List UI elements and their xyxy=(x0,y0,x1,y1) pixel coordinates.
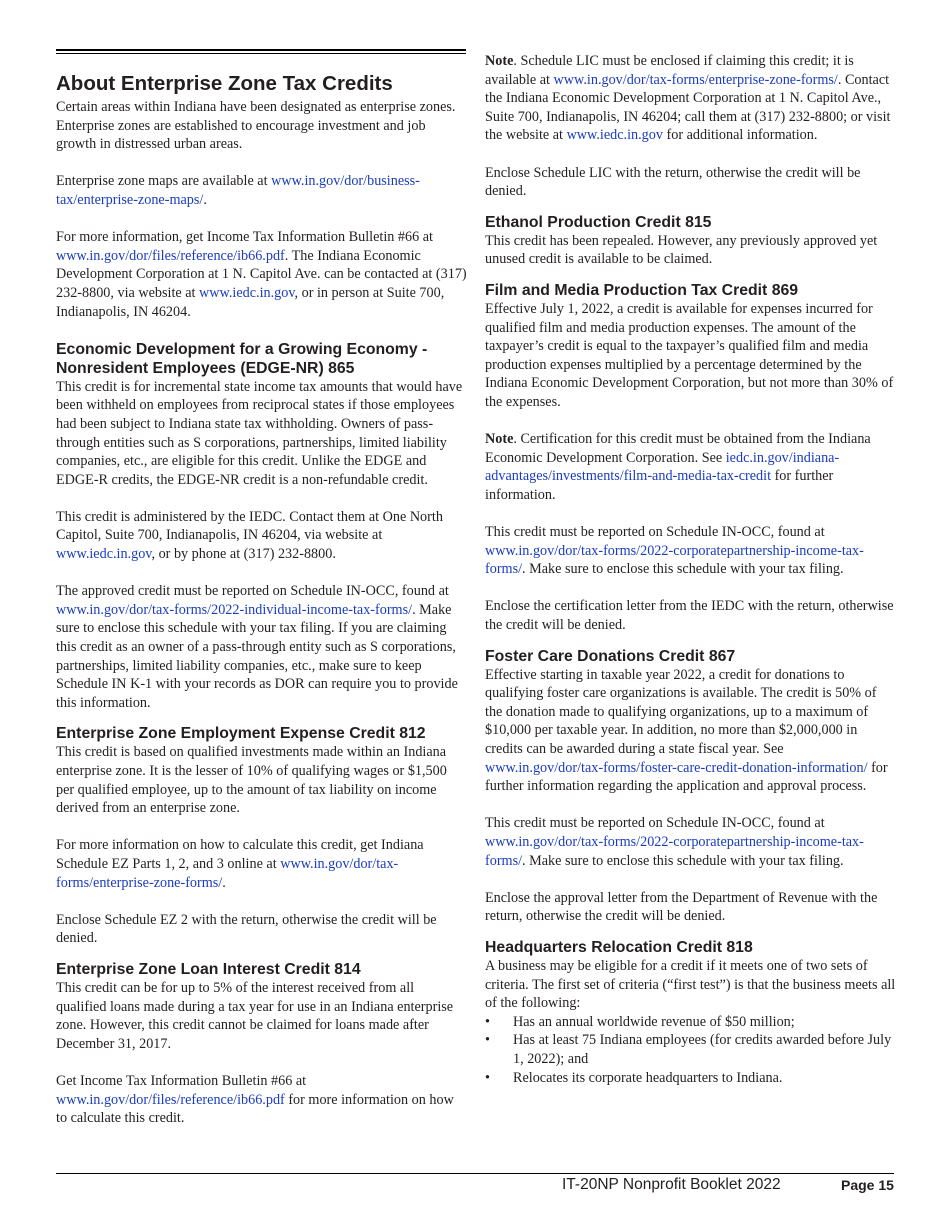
section-title-foster-care: Foster Care Donations Credit 867 xyxy=(485,647,736,665)
text: for more information on how to calculate this credit. xyxy=(56,1091,454,1127)
paragraph xyxy=(485,430,897,504)
film-media-credit-link[interactable]: iedc.in.gov/indiana-advantages/investments/film-and-media-tax-credit xyxy=(485,449,840,485)
text: A business may be eligible for a credit if it meets one of two sets of criteria. The first set of criteria (“first test”) is that the business meets all of the following: xyxy=(485,957,896,1012)
text: This credit is administered by the IEDC. Contact them at One North Capitol, Suite 700, Indianapolis, IN 46204, via website at xyxy=(56,508,443,544)
paragraph xyxy=(485,300,897,412)
text: . Certification for this credit must be obtained from the Indiana Economic Development Corporation. See xyxy=(485,431,871,466)
text: This credit must be reported on Schedule IN-OCC, found at xyxy=(485,815,825,832)
text: Effective starting in taxable year 2022, a credit for donations to qualifying foster care organizations is available. The credit is 50% of the donation made to qualifying organizations, up to a maximum of $10,000 per taxable year. In addition, no more than $2,000,000 in credits can be awarded during a state fiscal year. See xyxy=(485,666,877,757)
text: , or by phone at (317) 232-8800. xyxy=(151,546,336,563)
paragraph xyxy=(56,228,467,321)
paragraph xyxy=(485,597,897,634)
text: . Contact the Indiana Economic Development Corporation at 1 N. Capitol Ave., Suite 700, Indianapolis, IN 46204; call them at (317) 232-8800; or visit the website at xyxy=(485,71,891,144)
paragraph xyxy=(485,666,897,796)
footer-rule xyxy=(56,1173,894,1174)
text: Enterprise zone maps are available at xyxy=(56,173,272,190)
paragraph xyxy=(485,889,897,926)
section-title-enterprise-zone: About Enterprise Zone Tax Credits xyxy=(56,72,393,95)
foster-care-info-link[interactable]: www.in.gov/dor/tax-forms/foster-care-credit-donation-information/ xyxy=(485,759,868,776)
text: Get Income Tax Information Bulletin #66 at xyxy=(56,1072,307,1089)
paragraph xyxy=(56,98,467,154)
text: Enclose the approval letter from the Department of Revenue with the return, otherwise the credit will be denied. xyxy=(485,889,878,925)
paragraph xyxy=(485,52,897,145)
page-number: Page 15 xyxy=(841,1177,894,1193)
list-item: • Has at least 75 Indiana employees (for credits awarded before July 1, 2022); and xyxy=(485,1031,897,1068)
text: Certain areas within Indiana have been designated as enterprise zones. Enterprise zones are established to encourage investment and job growth in distressed urban areas. xyxy=(56,99,456,153)
ib66-link[interactable]: www.in.gov/dor/files/reference/ib66.pdf xyxy=(56,247,285,264)
text: For more information on how to calculate this credit, get Indiana Schedule EZ Parts 1, 2, and 3 online at xyxy=(56,837,424,872)
section-title-film-media: Film and Media Production Tax Credit 869 xyxy=(485,281,799,299)
section-title-hq-relocation: Headquarters Relocation Credit 818 xyxy=(485,938,753,956)
text: This credit can be for up to 5% of the interest received from all qualified loans made during a tax year for use in an Indiana enterprise zone. However, this credit cannot be claimed for loans made after December 31, 2017. xyxy=(56,979,454,1052)
paragraph xyxy=(56,582,467,712)
section-title-ez-loan-interest: Enterprise Zone Loan Interest Credit 814 xyxy=(56,960,361,978)
note-label: Note xyxy=(485,53,514,69)
text: This credit is based on qualified investments made within an Indiana enterprise zone. It is the lesser of 10% of qualifying wages or $1,500 per qualified employee, up to the amount of tax liability on income derived from an enterprise zone. xyxy=(56,744,447,817)
paragraph xyxy=(485,957,897,1013)
paragraph xyxy=(485,164,897,201)
text: . Schedule LIC must be enclosed if claiming this credit; it is available at xyxy=(485,53,854,88)
text: Enclose Schedule LIC with the return, otherwise the credit will be denied. xyxy=(485,164,861,200)
ib66-link[interactable]: www.in.gov/dor/files/reference/ib66.pdf xyxy=(56,1091,285,1108)
paragraph xyxy=(485,523,897,579)
paragraph xyxy=(56,836,467,892)
text: The approved credit must be reported on Schedule IN-OCC, found at xyxy=(56,583,449,600)
paragraph xyxy=(56,911,467,948)
enterprise-zone-forms-link[interactable]: www.in.gov/dor/tax-forms/enterprise-zone-forms/ xyxy=(56,855,399,891)
corporate-partnership-forms-link[interactable]: www.in.gov/dor/tax-forms/2022-corporatepartnership-income-tax-forms/ xyxy=(485,833,864,869)
iedc-link[interactable]: www.iedc.in.gov xyxy=(56,546,152,563)
text: for additional information. xyxy=(662,127,818,144)
text: Enclose Schedule EZ 2 with the return, otherwise the credit will be denied. xyxy=(56,911,437,947)
text: This credit has been repealed. However, any previously approved yet unused credit is available to be claimed. xyxy=(485,232,878,268)
paragraph xyxy=(56,979,467,1053)
paragraph xyxy=(485,814,897,870)
text: Enclose the certification letter from the IEDC with the return, otherwise the credit will be denied. xyxy=(485,598,894,634)
text: . xyxy=(203,191,207,208)
footer-booklet-title: IT-20NP Nonprofit Booklet 2022 xyxy=(562,1176,781,1193)
iedc-link[interactable]: www.iedc.in.gov xyxy=(199,284,295,301)
text: for further information. xyxy=(485,468,834,503)
text: for further information regarding the application and approval process. xyxy=(485,759,888,795)
paragraph xyxy=(56,172,467,209)
paragraph xyxy=(56,743,467,817)
text: . Make sure to enclose this schedule with your tax filing. xyxy=(522,852,844,869)
text: . xyxy=(222,874,226,891)
text: , or in person at Suite 700, Indianapolis, IN 46204. xyxy=(56,284,445,320)
section-title-ez-employment-expense: Enterprise Zone Employment Expense Credit 812 xyxy=(56,725,426,743)
right-column xyxy=(485,52,897,1087)
text: This credit must be reported on Schedule IN-OCC, found at xyxy=(485,524,825,541)
list-item: • Has an annual worldwide revenue of $50 million; xyxy=(485,1013,897,1032)
text: Effective July 1, 2022, a credit is available for expenses incurred for qualified film and media production expenses. The amount of the taxpayer’s credit is equal to the taxpayer’s qualified film and media production expenses multiplied by a percentage determined by the Indiana Economic Development Corporation, but not more than 30% of the expenses. xyxy=(485,300,894,410)
left-column xyxy=(56,72,467,1146)
text: This credit is for incremental state income tax amounts that would have been withheld on employees from reciprocal states if those employees had been subject to Indiana state tax withholding. Owners of pass-through entities such as S corporations, partnerships, limited liability companies, etc., are eligible for this credit. Unlike the EDGE and EDGE-R credits, the EDGE-NR credit is a non-refundable credit. xyxy=(56,378,463,488)
iedc-link[interactable]: www.iedc.in.gov xyxy=(566,127,663,144)
text: . The Indiana Economic Development Corporation at 1 N. Capitol Ave. can be contacted at (317) 232-8800, via website at xyxy=(56,247,467,301)
paragraph xyxy=(56,378,467,490)
text: . Make sure to enclose this schedule with your tax filing. If you are claiming this credit as an owner of a pass-through entity such as S corporations, partnerships, limited liability companies, etc., make sure to keep Schedule IN K-1 with your records as DOR can require you to provide this information. xyxy=(56,601,458,711)
enterprise-zone-maps-link[interactable]: www.in.gov/dor/business-tax/enterprise-zone-maps/ xyxy=(56,173,420,208)
list-item: • Relocates its corporate headquarters to Indiana. xyxy=(485,1069,897,1088)
top-rule xyxy=(56,49,466,54)
individual-income-tax-forms-link[interactable]: www.in.gov/dor/tax-forms/2022-individual-income-tax-forms/ xyxy=(56,601,413,618)
paragraph xyxy=(485,232,897,269)
text: . Make sure to enclose this schedule with your tax filing. xyxy=(522,561,844,578)
paragraph xyxy=(56,1072,467,1128)
section-title-ethanol: Ethanol Production Credit 815 xyxy=(485,213,712,231)
corporate-partnership-forms-link[interactable]: www.in.gov/dor/tax-forms/2022-corporatepartnership-income-tax-forms/ xyxy=(485,542,864,578)
paragraph xyxy=(56,508,467,564)
enterprise-zone-forms-link[interactable]: www.in.gov/dor/tax-forms/enterprise-zone-forms/ xyxy=(553,71,838,88)
hq-criteria-list xyxy=(485,1013,897,1087)
section-title-edge-nr: Economic Development for a Growing Economy - Nonresident Employees (EDGE-NR) 865 xyxy=(56,340,428,377)
text: For more information, get Income Tax Information Bulletin #66 at xyxy=(56,229,433,246)
note-label: Note xyxy=(485,431,514,448)
